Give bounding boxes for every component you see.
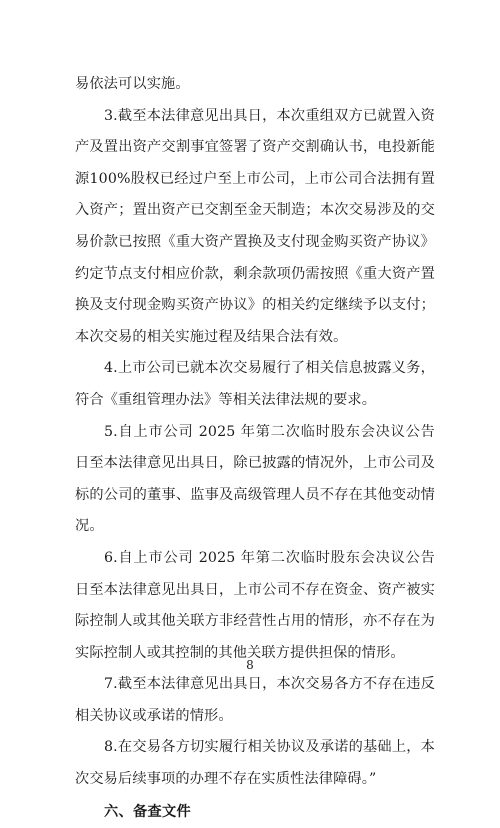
paragraph-continuation: 易依法可以实施。 [75,76,190,92]
paragraph-item-5: 5.自上市公司 2025 年第二次临时股东会决议公告日至本法律意见出具日，除已披露的情况外，上市公司及标的公司的董事、监事及高级管理人员不存在其他变动情况。 [75,423,435,535]
paragraph-item-7: 7.截至本法律意见出具日，本次交易各方不存在违反相关协议或承诺的情形。 [75,676,435,724]
paragraph-item-8: 8.在交易各方切实履行相关协议及承诺的基础上，本次交易后续事项的办理不存在实质性法律障碍。” [75,739,435,788]
paragraph-item-6: 6.自上市公司 2025 年第二次临时股东会决议公告日至本法律意见出具日，上市公司不存在资金、资产被实际控制人或其他关联方非经营性占用的情形，亦不存在为实际控制人或其控制的其他关联方提供担保的情形。 [75,549,435,661]
document-body [75,69,435,828]
paragraph-item-4: 4.上市公司已就本次交易履行了相关信息披露义务，符合《重组管理办法》等相关法律法规的要求。 [75,360,435,408]
page-number: 8 [246,658,254,672]
section-heading: 六、备查文件 [104,803,191,820]
paragraph-item-3: 3.截至本法律意见出具日，本次重组双方已就置入资产及置出资产交割事宜签署了资产交割确认书，电投新能源100%股权已经过户至上市公司，上市公司合法拥有置入资产；置出资产已交割至金天制造；本次交易涉及的交易价款已按照《重大资产置换及支付现金购买资产协议》约定节点支付相应价款，剩余款项仍需按照《重大资产置换及支付现金购买资产协议》的相关约定继续予以支付；本次交易的相关实施过程及结果合法有效。 [75,107,435,345]
